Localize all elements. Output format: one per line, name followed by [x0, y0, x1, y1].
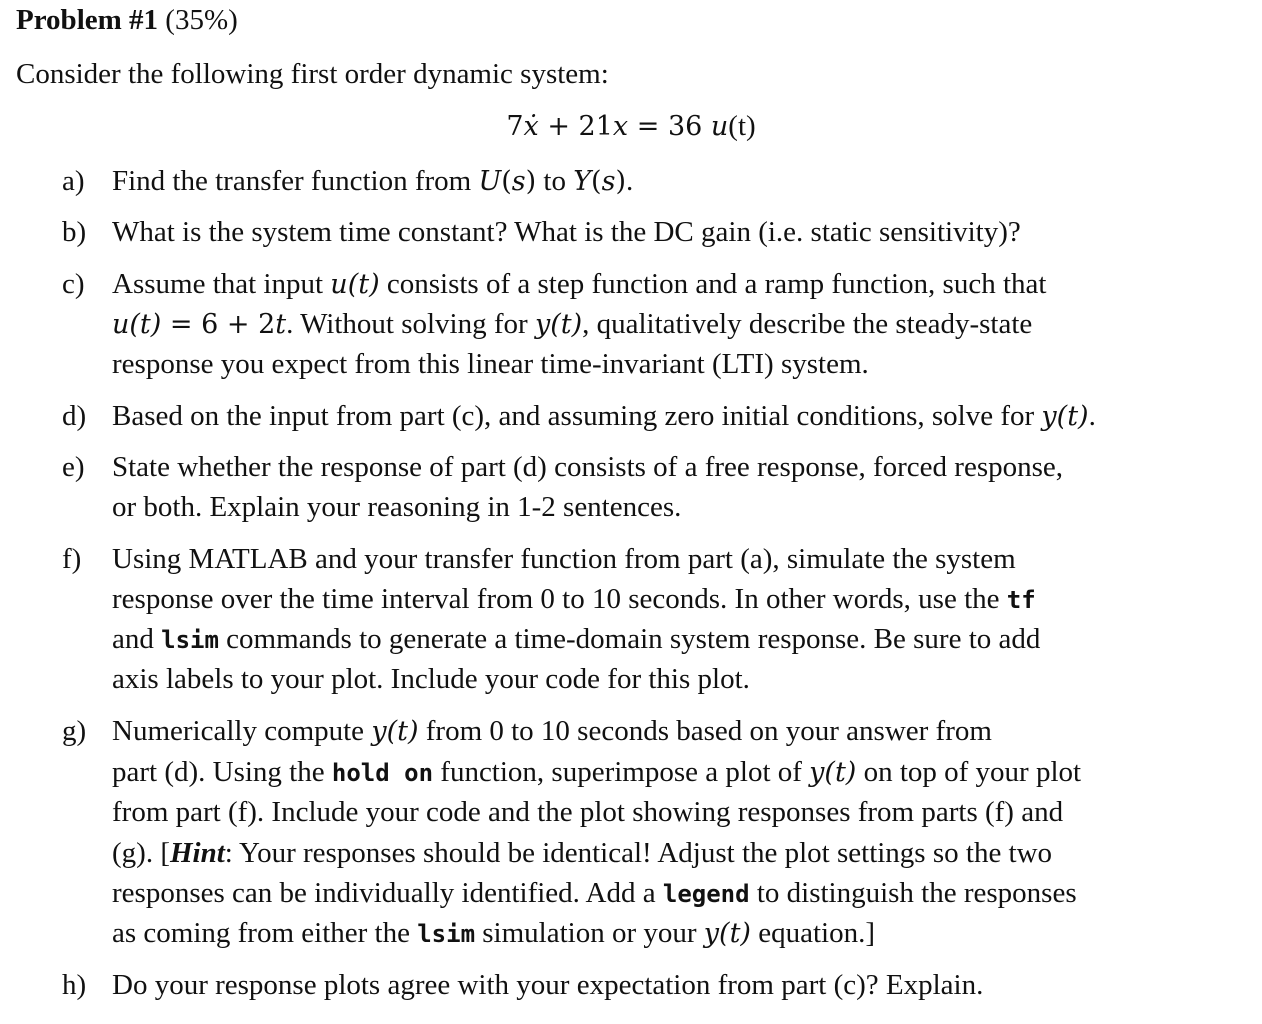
part-f-l3b: commands to generate a time-domain system response. Be sure to add — [218, 623, 1041, 655]
part-c-u-t: (t) — [347, 269, 380, 300]
system-equation — [0, 108, 1262, 145]
part-g-l1b: from 0 to 10 seconds based on your answer from — [418, 715, 992, 747]
problem-title — [16, 2, 238, 38]
part-a-Y-open: ( — [591, 166, 602, 197]
part-a-Y-close: ) — [615, 166, 626, 197]
eq-coef-7: 7 — [506, 111, 524, 142]
part-g-line2 — [112, 754, 1081, 791]
part-e-label: e) — [62, 451, 85, 483]
part-g-l2c: on top of your plot — [856, 756, 1082, 788]
part-g-l6c: equation.] — [750, 917, 875, 949]
part-g-l4a: (g). [ — [112, 837, 170, 869]
part-g-y2-t: (t) — [824, 757, 857, 788]
code-legend: legend — [662, 880, 750, 908]
part-a-U: U — [478, 166, 502, 197]
part-d-y-t: (t) — [1056, 401, 1089, 432]
part-g-line5 — [112, 875, 1077, 912]
part-g-y3: y — [703, 918, 720, 949]
code-lsim: lsim — [161, 626, 219, 654]
part-g-y2: y — [809, 757, 825, 788]
part-e-line2: or both. Explain your reasoning in 1-2 sentences. — [112, 491, 682, 523]
part-a-Y: Y — [573, 166, 592, 197]
part-d-t2: . — [1088, 400, 1096, 432]
part-d-t1: Based on the input from part (c), and assuming zero initial conditions, solve for — [112, 400, 1042, 432]
part-c-l1a: Assume that input — [112, 268, 331, 300]
part-a-U-s: s — [511, 166, 526, 197]
part-b-text: What is the system time constant? What is the DC gain (i.e. static sensitivity)? — [112, 216, 1021, 248]
part-c-y-t: (t) — [550, 309, 583, 340]
part-h-text: Do your response plots agree with your expectation from part (c)? Explain. — [112, 969, 984, 1001]
part-g-l6b: simulation or your — [475, 917, 704, 949]
eq-u: u — [710, 111, 729, 142]
part-c-l2a: . Without solving for — [286, 308, 535, 340]
part-g-l6a: as coming from either the — [112, 917, 418, 949]
part-f-line1: Using MATLAB and your transfer function from part (a), simulate the system — [112, 543, 1016, 575]
part-g-l4b: : Your responses should be identical! Adjust the plot settings so the two — [224, 837, 1053, 869]
part-c-label: c) — [62, 268, 85, 300]
part-f-line3 — [112, 621, 1040, 658]
part-e-line1: State whether the response of part (d) consists of a free response, forced response, — [112, 451, 1064, 483]
part-c-line3: response you expect from this linear time-invariant (LTI) system. — [112, 348, 869, 380]
part-g-l5a: responses can be individually identified. Add a — [112, 877, 663, 909]
part-a-U-close: ) — [525, 166, 537, 197]
part-g-line1 — [112, 713, 992, 750]
part-a-U-open: ( — [501, 166, 512, 197]
part-d-text — [112, 398, 1096, 435]
part-a-label: a) — [62, 165, 85, 197]
part-g-l1a: Numerically compute — [112, 715, 372, 747]
part-f-line2 — [112, 581, 1036, 618]
part-g-l5b: to distinguish the responses — [749, 877, 1077, 909]
part-f-line4: axis labels to your plot. Include your code for this plot. — [112, 663, 750, 695]
problem-number: Problem #1 — [16, 4, 159, 36]
part-g-line4 — [112, 835, 1052, 871]
part-g-y3-t: (t) — [719, 918, 751, 949]
part-c-t: t — [275, 309, 287, 340]
part-d-y: y — [1041, 401, 1057, 432]
part-g-y1: y — [371, 716, 387, 747]
part-c-line2 — [112, 306, 1032, 343]
part-c-y: y — [534, 309, 551, 340]
eq-equals-36: = 36 — [628, 111, 711, 142]
part-c-u2: u — [112, 309, 130, 340]
problem-weight: (35%) — [158, 4, 238, 36]
problem-intro: Consider the following first order dynamic system: — [16, 58, 609, 90]
code-tf: tf — [1006, 586, 1036, 614]
part-c-l1b: consists of a step function and a ramp function, such that — [379, 268, 1047, 300]
part-g-label: g) — [62, 715, 87, 747]
eq-xdot: ẋ — [523, 111, 539, 142]
part-c-u: u — [330, 269, 348, 300]
part-d-label: d) — [62, 400, 87, 432]
hint-label: Hint — [169, 837, 225, 869]
eq-plus-21: + 21 — [538, 111, 613, 142]
eq-t: (t) — [728, 110, 756, 142]
part-h-label: h) — [62, 969, 87, 1001]
part-f-label: f) — [62, 543, 82, 575]
part-g-line6 — [112, 915, 875, 952]
part-c-line1 — [112, 266, 1046, 303]
part-a-t1: Find the transfer function from — [112, 165, 479, 197]
code-lsim-2: lsim — [417, 920, 476, 948]
eq-x: x — [612, 111, 629, 142]
part-c-l2b: , qualitatively describe the steady-state — [582, 308, 1033, 340]
part-a-Y-s: s — [601, 166, 616, 197]
part-c-u2-t: (t) — [129, 309, 162, 340]
part-c-eq: = 6 + 2 — [161, 309, 276, 340]
part-g-l2a: part (d). Using the — [112, 756, 332, 788]
part-g-line3: from part (f). Include your code and the plot showing responses from parts (f) and — [112, 796, 1064, 828]
code-hold-on: hold on — [331, 759, 434, 787]
part-f-l2a: response over the time interval from 0 to 10 seconds. In other words, use the — [112, 583, 1007, 615]
part-a-t3: . — [626, 165, 634, 197]
part-b-label: b) — [62, 216, 87, 248]
part-a-text — [112, 163, 633, 200]
part-f-l3a: and — [112, 623, 162, 655]
part-g-l2b: function, superimpose a plot of — [433, 756, 810, 788]
part-g-y1-t: (t) — [386, 716, 419, 747]
part-a-t2: to — [536, 165, 574, 197]
